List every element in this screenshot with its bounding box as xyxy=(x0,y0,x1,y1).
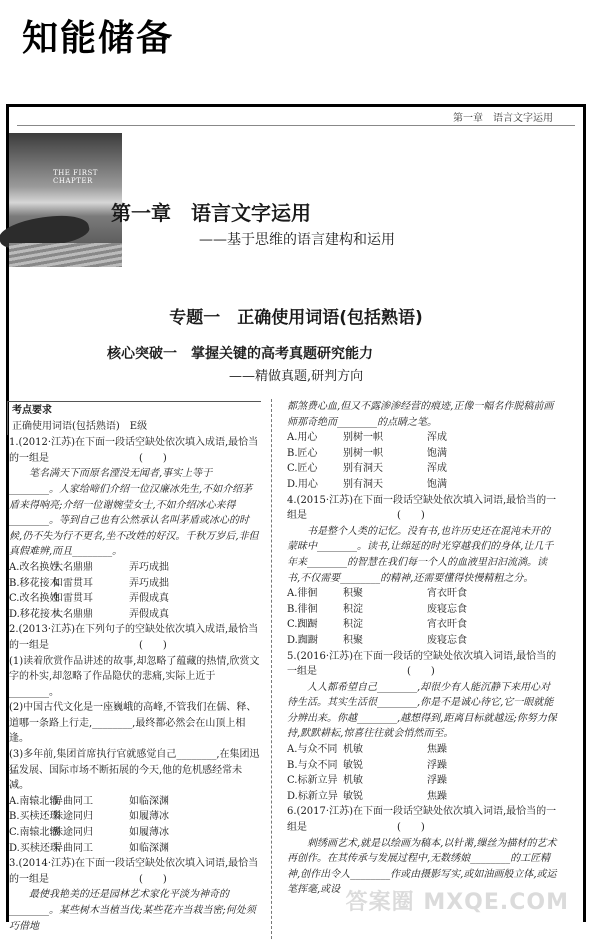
requirements-heading: 考点要求 xyxy=(12,405,52,416)
left-column xyxy=(9,401,261,934)
running-head: 第一章 语言文字运用 xyxy=(453,113,553,124)
question-1-option-b: B.移花接木 如雷贯耳 弄巧成拙 xyxy=(9,577,169,589)
question-2-option-d: D.买椟还珠 异曲同工 如临深渊 xyxy=(9,842,169,854)
question-4-option-d: D.踟蹰 积聚 废寝忘食 xyxy=(287,634,467,646)
watermark-logo: 答案圈 MXQE.COM xyxy=(345,890,569,915)
right-column xyxy=(287,399,557,898)
question-3-body: 最使我艳美的还是园林艺术家化平淡为神奇的________。某些树木当植当伐;某些花卉当栽当密;何处须巧借地 xyxy=(9,889,256,932)
column-divider xyxy=(271,399,272,939)
question-1-option-a: A.改名换姓 大名鼎鼎 弄巧成拙 xyxy=(9,561,169,573)
question-4-body: 书是整个人类的记忆。没有书,也许历史还在混沌未开的蒙昧中________。读书,让绵延的时光穿越我们的身体,让几千年来________的智慧在我们每一个人的血液里汩汩流淌。读书,不仅需要________的精神,还需要懂得快慢精粗之分。 xyxy=(287,525,554,584)
question-2-sentence-2: (2)中国古代文化是一座巍峨的高峰,不管我们在儒、释、道哪一条路上行走,________,最终都必然会在山顶上相逢。 xyxy=(9,702,257,745)
question-1-body: 笔名满天下而原名湮没无闻者,事实上等于________。人家给啼们介绍一位汉廉冰先生,不如介绍茅盾来得响亮;介绍一位谢婉莹女士,不如介绍冰心来得________。等到自己也有公然承认名叫茅盾或冰心的时候,仍不失为行不更名,坐不改姓的好汉。千秋万岁后,非但真假难辨,而且________。 xyxy=(9,468,259,558)
topic-title: 专题一 正确使用词语(包括熟语) xyxy=(169,308,423,328)
cover-caption: THE FIRST CHAPTER xyxy=(53,169,98,185)
question-5-option-d: D.标新立异 敏锐 焦躁 xyxy=(287,790,447,802)
requirements-line: 正确使用词语(包括熟语) E级 xyxy=(12,420,148,432)
question-5-body: 人人都希望自己________,却很少有人能沉静下来用心对待生活。其实生活很________,你是不是诚心待它,它一眼就能分辨出来。你越________,越想得到,距离目标就越远;你努力保持,默默耕耘,惊喜往往就会悄然而至。 xyxy=(287,681,557,740)
question-1-option-c: C.改名换姓 如雷贯耳 弄假成真 xyxy=(9,593,169,605)
question-1-stem: 1.(2012·江苏)在下面一段话空缺处依次填入成语,最恰当的一组是 ( ) xyxy=(9,437,259,464)
question-2-option-a: A.南辕北辙 异曲同工 如临深渊 xyxy=(9,795,169,807)
core-title: 核心突破一 掌握关键的高考真题研究能力 xyxy=(107,346,373,362)
document-frame xyxy=(6,104,586,932)
question-3-option-c: C.匠心 别有洞天 浑成 xyxy=(287,463,447,475)
question-5-option-a: A.与众不同 机敏 焦躁 xyxy=(287,744,447,756)
question-1-option-d: D.移花接木 大名鼎鼎 弄假成真 xyxy=(9,608,169,620)
page-title: 知能储备 xyxy=(22,18,175,59)
core-subtitle: ——精做真题,研判方向 xyxy=(229,369,364,384)
water-texture xyxy=(9,243,122,267)
chapter-cover-image xyxy=(9,133,122,267)
question-2-sentence-3: (3)多年前,集团首席执行官就感觉自己________,在集团迅猛发展、国际市场不断拓展的今天,他的危机感经常未减。 xyxy=(9,749,260,792)
header-rule xyxy=(17,125,575,126)
question-3-option-b: B.匠心 别树一帜 饱满 xyxy=(287,447,447,459)
question-2-stem: 2.(2013·江苏)在下列句子的空缺处依次填入成语,最恰当的一组是 ( ) xyxy=(9,624,259,651)
question-6-stem: 6.(2017·江苏)在下面一段话空缺处依次填入词语,最恰当的一组是 ( ) xyxy=(287,806,557,834)
chapter-subtitle: ——基于思维的语言建构和运用 xyxy=(199,232,395,248)
question-5-option-b: B.与众不同 敏锐 浮躁 xyxy=(287,759,447,771)
question-2-sentence-1: (1)读着欣赏作品讲述的故事,却忽略了蕴藏的热情,欣赏文字的朴实,却忽略了作品隐伏的悲痛,实际上近于________。 xyxy=(9,655,260,698)
question-4-option-b: B.徘徊 积淀 废寝忘食 xyxy=(287,603,467,615)
question-3-body-continued: 都煞费心血,但又不露渗渗经营的痕迹,正像一幅名作脱稿前画师那奇绝而________的点睛之笔。 xyxy=(287,401,554,428)
question-4-stem: 4.(2015·江苏)在下面一段话空缺处依次填入词语,最恰当的一组是 ( ) xyxy=(287,494,557,522)
requirements-box xyxy=(7,401,261,435)
question-5-option-c: C.标新立异 机敏 浮躁 xyxy=(287,775,447,787)
question-4-option-c: C.踟蹰 积淀 宵衣旰食 xyxy=(287,619,467,631)
question-3-option-d: D.用心 别有洞天 饱满 xyxy=(287,478,447,490)
question-3-option-a: A.用心 别树一帜 浑成 xyxy=(287,432,447,444)
question-6-body: 刺绣画艺术,就是以绘画为稿本,以针黹,缫丝为描材的艺术再创作。在其传承与发展过程中,无数绣娘________的工匠精神,创作出令人________作或由摄影写实,或如油画般立体,或运笔挥毫,或设 xyxy=(287,837,557,896)
question-3-stem: 3.(2014·江苏)在下面一段话空缺处依次填入词语,最恰当的一组是 ( ) xyxy=(9,858,259,885)
question-4-option-a: A.徘徊 积聚 宵衣旰食 xyxy=(287,588,467,600)
chapter-title: 第一章 语言文字运用 xyxy=(111,201,311,225)
question-5-stem: 5.(2016·江苏)在下面一段话的空缺处依次填入词语,最恰当的一组是 ( ) xyxy=(287,650,557,678)
question-2-option-c: C.南辕北辙 殊途同归 如履薄冰 xyxy=(9,827,169,839)
question-2-option-b: B.买椟还珠 殊途同归 如履薄冰 xyxy=(9,811,169,823)
